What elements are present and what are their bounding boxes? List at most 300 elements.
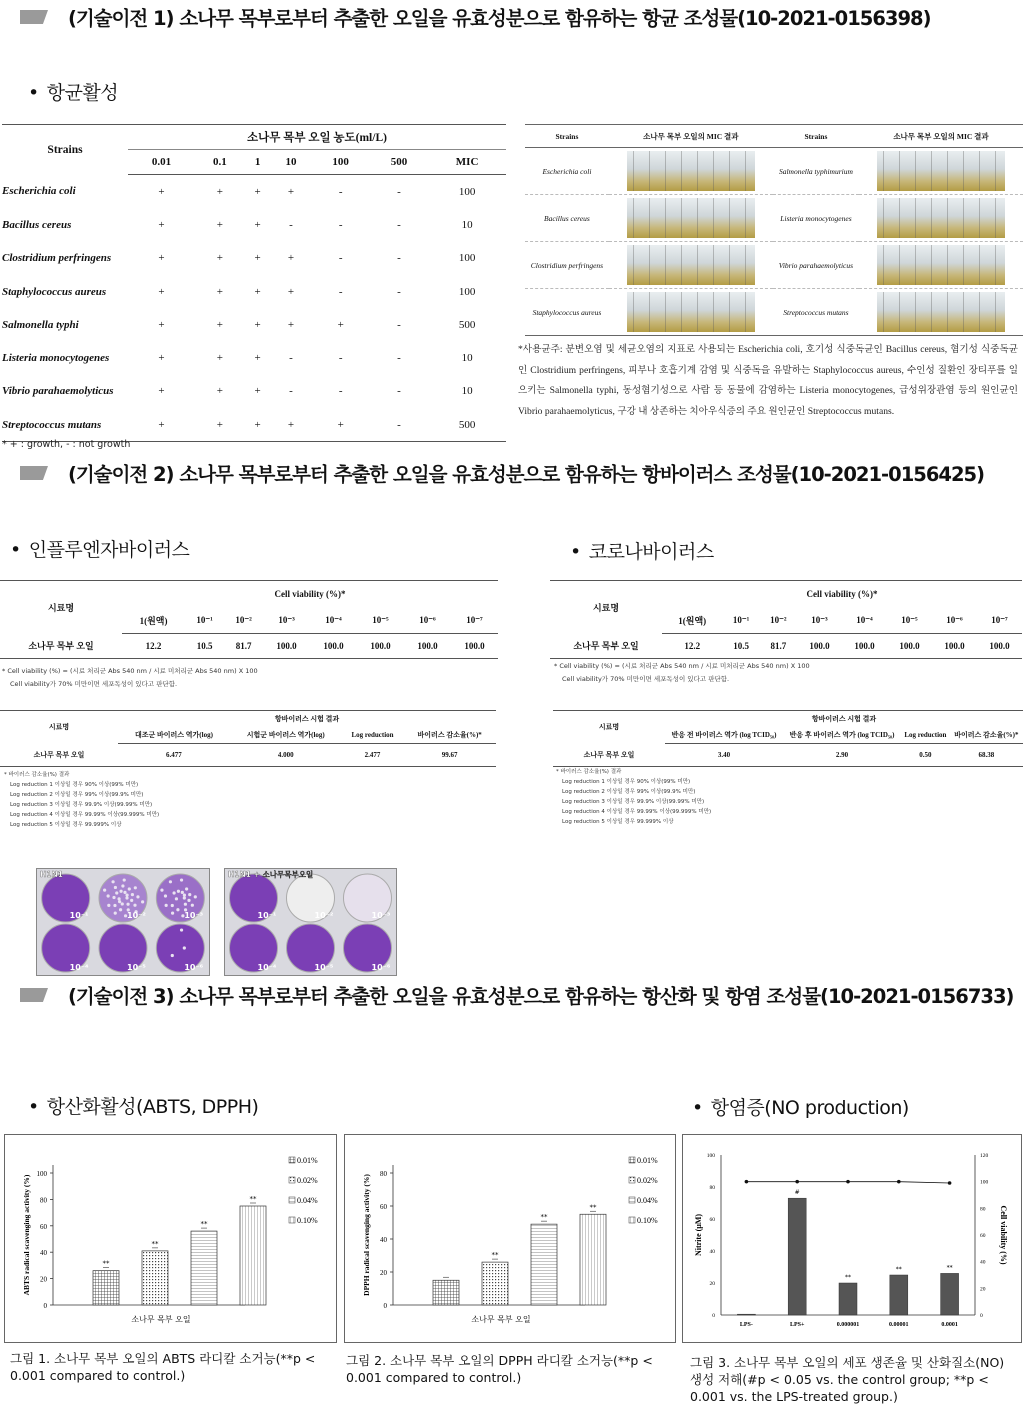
legend-label: 0.10%: [297, 1216, 318, 1225]
reduction-note: Log reduction 4 이상일 경우 99.99% 이상(99.999% 미만): [10, 812, 160, 818]
antiviral-col: 시험군 바이러스 역가(log): [230, 727, 342, 744]
growth-cell: -: [397, 218, 401, 231]
y-tick-label: 40: [40, 1249, 47, 1258]
dilution-col: 10⁻⁷: [451, 607, 498, 634]
growth-cell: -: [370, 408, 428, 442]
legend-swatch: [629, 1217, 635, 1223]
antiviral-value: 99.67: [403, 744, 496, 767]
legend-swatch: [289, 1217, 295, 1223]
sample-name: 소나무 목부 오일: [553, 744, 665, 767]
mic-header-result-2: 소나무 목부 오일의 MIC 결과: [859, 125, 1023, 148]
bar-0.02%: [142, 1251, 168, 1305]
plaque: [121, 902, 124, 905]
table-row: [2, 341, 506, 374]
influenza-reduction-notes: [4, 770, 159, 830]
table-row: [525, 148, 1023, 195]
bar-0.01%: [93, 1271, 119, 1305]
plaque: [112, 896, 115, 899]
growth-cell: 100: [458, 185, 476, 198]
dilution-label: 10⁻²: [314, 911, 334, 920]
mic-strain: Streptococcus mutans: [773, 289, 859, 336]
strain-name: Escherichia coli: [2, 185, 76, 198]
plaque: [188, 893, 191, 896]
dilution-label: 10⁻⁴: [257, 963, 277, 972]
growth-cell: -: [289, 352, 293, 365]
growth-cell: -: [397, 185, 401, 198]
significance-mark: **: [540, 1213, 548, 1222]
bullet-antioxidant: • 항산화활성(ABTS, DPPH): [28, 1092, 258, 1119]
reduction-note: Log reduction 2 이상일 경우 99% 이상(99.9% 미만): [562, 789, 696, 795]
antiviral-value: 68.38: [950, 744, 1023, 767]
growth-cell: +: [158, 218, 165, 231]
mic-header-result-1: 소나무 목부 오일의 MIC 결과: [609, 125, 773, 148]
legend-label: 0.02%: [297, 1176, 318, 1185]
growth-cell: 10: [461, 352, 473, 365]
sample-name: 소나무 목부 오일: [0, 744, 118, 767]
caption-1: 그림 1. 소나무 목부 오일의 ABTS 라디칼 소거능(**p < 0.001 compared to control.): [10, 1351, 316, 1383]
dilution-label: 10⁻⁶: [184, 963, 204, 972]
plaque: [131, 893, 134, 896]
nitrite-bar: [839, 1283, 857, 1315]
plaque: [191, 904, 194, 907]
test-tube-photo: [877, 292, 1005, 332]
table-row: [2, 275, 506, 308]
conc-col-4: 100: [312, 150, 370, 175]
growth-cell: +: [216, 318, 223, 331]
growth-cell: -: [397, 285, 401, 298]
table-row: [2, 208, 506, 241]
dilution-label: 10⁻³: [184, 911, 204, 920]
plaque: [119, 890, 122, 893]
section-3-title: (기술이전 3) 소나무 목부로부터 추출한 오일을 유효성분으로 함유하는 항산화 및 항염 조성물(10-2021-0156733): [68, 985, 1014, 1008]
y-tick-label: 100: [36, 1170, 47, 1178]
corona-viability-table: [550, 580, 1022, 659]
sample-header: 시료명: [550, 581, 662, 634]
section-marker-icon: [20, 466, 48, 480]
significance-mark: **: [946, 1264, 953, 1272]
y-tick-label: 20: [380, 1269, 387, 1277]
dilution-label: 10⁻⁵: [314, 963, 334, 972]
sample-header: 시료명: [553, 711, 665, 744]
growth-cell: +: [158, 318, 165, 331]
significance-mark: **: [491, 1251, 499, 1260]
strain-name: Bacillus cereus: [2, 218, 72, 231]
plate-label: H1N1 + 소나무목부오일: [228, 870, 314, 879]
growth-note: * + : growth, - : not growth: [2, 439, 131, 450]
sample-header: 시료명: [0, 581, 122, 634]
viability-value: 81.7: [760, 634, 797, 659]
viability-value: 100.0: [797, 634, 842, 659]
influenza-cv-note-1: * Cell viability (%) = (시료 처리군 Abs 540 nm / 시료 미처리군 Abs 540 nm) X 100: [2, 667, 258, 675]
antiviral-value: 3.40: [665, 744, 783, 767]
conc-col-0: 0.01: [128, 150, 195, 175]
dilution-col: 1(원액): [122, 607, 185, 634]
x-axis-label: 소나무 목부 오일: [131, 1315, 191, 1324]
dilution-col: 10⁻⁵: [887, 607, 932, 634]
sample-name: 소나무 목부 오일: [550, 634, 662, 659]
viability-value: 100.0: [842, 634, 887, 659]
growth-cell: -: [338, 252, 343, 265]
table-row: [2, 308, 506, 341]
plaque: [183, 946, 186, 949]
plaque: [169, 880, 172, 883]
legend-label: 0.04%: [297, 1196, 318, 1205]
antiviral-col: Log reduction: [901, 727, 950, 744]
antiviral-col: 반응 전 바이러스 역가 (log TCID₅₀): [665, 727, 783, 744]
strain-name: Clostridium perfringens: [2, 252, 112, 265]
growth-cell: +: [216, 218, 223, 231]
growth-cell: +: [254, 285, 261, 298]
y-axis-label: Nitrite (μM): [694, 1213, 703, 1257]
mic-photo-cell: [609, 242, 773, 289]
no-chart: [682, 1134, 1022, 1343]
bar-0.04%: [191, 1231, 217, 1305]
viability-value: 100.0: [357, 634, 404, 659]
plaque: [128, 887, 131, 890]
growth-cell: +: [287, 185, 295, 198]
dilution-label: 10⁻⁴: [69, 963, 89, 972]
plaque: [121, 884, 124, 887]
dilution-col: 10⁻³: [797, 607, 842, 634]
plate-h1n1: [36, 868, 210, 976]
growth-cell: +: [216, 385, 223, 398]
plaque: [176, 908, 179, 911]
sample-header: 시료명: [0, 711, 118, 744]
growth-cell: +: [254, 218, 261, 231]
x-tick-label: LPS-: [739, 1322, 753, 1328]
legend-swatch: [289, 1177, 295, 1183]
plaque: [180, 928, 183, 931]
growth-cell: +: [287, 252, 295, 265]
legend-swatch: [289, 1157, 295, 1163]
plaque: [123, 891, 126, 894]
bar-0.10%: [580, 1214, 606, 1305]
group-header: 항바이러스 시험 결과: [118, 711, 496, 728]
strains-header: Strains: [2, 125, 128, 175]
growth-cell: 10: [461, 218, 473, 231]
mic-strain: Escherichia coli: [525, 148, 609, 195]
plaque: [184, 903, 187, 906]
x-tick-label: LPS+: [789, 1322, 805, 1328]
plaque: [171, 904, 174, 907]
viability-value: 100.0: [404, 634, 451, 659]
nitrite-bar: [890, 1275, 908, 1315]
mic-photo-cell: [609, 289, 773, 336]
plaque: [175, 897, 178, 900]
bullet-corona: • 코로나바이러스: [570, 537, 714, 564]
legend-swatch: [629, 1157, 635, 1163]
growth-cell: -: [397, 318, 401, 331]
significance-mark: **: [151, 1239, 159, 1248]
conc-col-3: 10: [271, 150, 312, 175]
dilution-label: 10⁻³: [371, 911, 391, 920]
conc-col-5: 500: [370, 150, 428, 175]
dilution-label: 10⁻¹: [257, 911, 277, 920]
antiviral-value: 2.477: [342, 744, 404, 767]
corona-cv-note-1: * Cell viability (%) = (시료 처리군 Abs 540 nm / 시료 미처리군 Abs 540 nm) X 100: [554, 662, 810, 670]
significance-mark: #: [794, 1189, 800, 1197]
corona-antiviral-table: [553, 710, 1023, 767]
y-tick-label: 80: [709, 1185, 715, 1191]
mic-photo-cell: [609, 148, 773, 195]
significance-mark: **: [589, 1203, 597, 1212]
bar-0.02%: [482, 1262, 508, 1305]
legend-swatch: [289, 1197, 295, 1203]
growth-cell: +: [128, 408, 195, 442]
test-tube-photo: [627, 198, 755, 238]
mic-photo-cell: [859, 195, 1023, 242]
plaque: [164, 894, 167, 897]
conc-col-6: MIC: [428, 150, 506, 175]
plaque: [113, 904, 116, 907]
dilution-col: 10⁻⁴: [310, 607, 357, 634]
growth-cell: 100: [458, 285, 476, 298]
reduction-note: Log reduction 5 이상일 경우 99.999% 이상: [562, 819, 674, 825]
growth-cell: +: [158, 352, 165, 365]
antiviral-value: 2.90: [783, 744, 901, 767]
mic-header-strains-2: Strains: [773, 125, 859, 148]
caption-2: 그림 2. 소나무 목부 오일의 DPPH 라디칼 소거능(**p < 0.001 compared to control.): [346, 1353, 653, 1385]
y2-axis-label: Cell viability (%): [999, 1205, 1008, 1265]
strain-name: Listeria monocytogenes: [2, 352, 110, 365]
plaque: [119, 908, 122, 911]
influenza-viability-table: [0, 580, 498, 659]
legend-label: 0.01%: [297, 1156, 318, 1165]
influenza-antiviral-table: [0, 710, 496, 767]
y2-tick-label: 100: [980, 1179, 989, 1186]
table-row: [525, 195, 1023, 242]
plaque: [115, 891, 118, 894]
plaque: [107, 894, 110, 897]
reduction-note: Log reduction 3 이상일 경우 99.9% 이상(99.99% 미만): [562, 799, 705, 805]
section-3-header: [20, 978, 1013, 1012]
plaque: [133, 904, 136, 907]
viability-value: 100.0: [887, 634, 932, 659]
group-header: 항바이러스 시험 결과: [665, 711, 1023, 728]
plaque: [136, 895, 139, 898]
antiviral-col: 반응 후 바이러스 역가 (log TCID₅₀): [783, 727, 901, 744]
y-tick-label: 0: [43, 1302, 47, 1310]
dilution-label: 10⁻⁶: [371, 963, 391, 972]
mic-strain: Clostridium perfringens: [525, 242, 609, 289]
y-tick-label: 0: [712, 1313, 715, 1319]
mic-image-table: [525, 124, 1023, 336]
no-chart-svg: [683, 1135, 1021, 1342]
viability-value: 100.0: [932, 634, 977, 659]
plaque: [130, 899, 133, 902]
significance-mark: **: [249, 1195, 257, 1203]
dilution-col: 10⁻²: [224, 607, 263, 634]
y-tick-label: 20: [40, 1275, 47, 1284]
antiviral-col: 바이러스 감소율(%)*: [950, 727, 1023, 744]
section-1-title: (기술이전 1) 소나무 목부로부터 추출한 오일을 유효성분으로 함유하는 항균 조성물(10-2021-0156398): [68, 7, 931, 30]
y2-tick-label: 80: [980, 1206, 986, 1213]
plaque: [141, 900, 144, 903]
growth-cell: 100: [458, 252, 476, 265]
dilution-label: 10⁻⁵: [127, 963, 146, 972]
legend-label: 0.02%: [637, 1176, 658, 1185]
mic-header-strains-1: Strains: [525, 125, 609, 148]
plaque: [177, 890, 180, 893]
growth-cell: +: [216, 252, 223, 265]
plaque: [165, 904, 168, 907]
table-row: [525, 289, 1023, 336]
viability-value: 100.0: [263, 634, 310, 659]
legend-swatch: [629, 1177, 635, 1183]
growth-cell: +: [254, 185, 261, 198]
cv-header: Cell viability (%)*: [662, 581, 1022, 608]
legend-label: 0.04%: [637, 1196, 658, 1205]
x-tick-label: 0.000001: [836, 1322, 860, 1328]
growth-cell: 500: [428, 408, 506, 442]
mic-photo-cell: [609, 195, 773, 242]
growth-cell: +: [158, 385, 165, 398]
plaque: [180, 878, 183, 881]
growth-cell: 10: [461, 385, 473, 398]
plaque: [171, 912, 174, 915]
dilution-col: 10⁻¹: [722, 607, 759, 634]
section-marker-icon: [20, 988, 48, 1002]
growth-cell: +: [216, 352, 223, 365]
growth-cell: -: [397, 252, 401, 265]
plaque: [117, 897, 120, 900]
growth-cell: +: [216, 185, 223, 198]
test-tube-photo: [627, 292, 755, 332]
growth-cell: +: [254, 252, 261, 265]
strain-name: Vibrio parahaemolyticus: [2, 385, 114, 398]
dilution-col: 10⁻⁷: [977, 607, 1022, 634]
bullet-influenza: • 인플루엔자바이러스: [10, 535, 189, 562]
reduction-note: * 바이러스 감소율(%) 결과: [556, 769, 622, 775]
viability-value: 81.7: [224, 634, 263, 659]
corona-reduction-notes: [556, 767, 711, 827]
antiviral-col: 바이러스 감소율(%)*: [403, 727, 496, 744]
viability-value: 100.0: [977, 634, 1022, 659]
y-tick-label: 40: [709, 1249, 715, 1255]
y-tick-label: 40: [380, 1236, 387, 1244]
y-tick-label: 80: [40, 1196, 47, 1205]
reduction-note: Log reduction 1 이상일 경우 90% 이상(99% 미만): [10, 782, 139, 788]
y-tick-label: 100: [706, 1153, 715, 1159]
viability-value: 100.0: [451, 634, 498, 659]
test-tube-photo: [877, 245, 1005, 285]
table-row: [2, 175, 506, 209]
influenza-cv-note-2: Cell viability가 70% 미만이면 세포독성이 있다고 판단함.: [10, 680, 178, 688]
legend-label: 0.01%: [637, 1156, 658, 1165]
antiviral-col: 대조군 바이러스 역가(log): [118, 727, 230, 744]
plaque: [172, 891, 175, 894]
legend-swatch: [629, 1197, 635, 1203]
y-tick-label: 60: [709, 1217, 715, 1223]
dilution-col: 10⁻⁶: [404, 607, 451, 634]
plaque: [183, 896, 186, 899]
dilution-col: 10⁻¹: [185, 607, 224, 634]
growth-cell: -: [338, 352, 343, 365]
test-tube-photo: [627, 151, 755, 191]
abts-chart: [4, 1134, 337, 1343]
strain-name: Streptococcus mutans: [2, 408, 128, 442]
y-tick-label: 80: [380, 1170, 387, 1178]
x-axis-label: 소나무 목부 오일: [471, 1315, 531, 1324]
mic-strain: Vibrio parahaemolyticus: [773, 242, 859, 289]
x-tick-label: 0.00001: [889, 1322, 909, 1328]
y2-tick-label: 120: [980, 1153, 989, 1159]
test-tube-photo: [627, 245, 755, 285]
reduction-note: Log reduction 2 이상일 경우 99% 이상(99.9% 미만): [10, 792, 144, 798]
plate-label: H1N1: [40, 870, 63, 879]
growth-cell: +: [287, 318, 295, 331]
plaque: [126, 903, 129, 906]
growth-cell: +: [254, 385, 261, 398]
growth-cell: +: [254, 352, 261, 365]
plaque: [160, 889, 163, 892]
plaque: [114, 912, 117, 915]
y-tick-label: 20: [709, 1281, 715, 1287]
dilution-col: 10⁻⁴: [842, 607, 887, 634]
growth-cell: -: [338, 285, 343, 298]
abts-chart-svg: [5, 1135, 336, 1342]
growth-cell: +: [271, 408, 312, 442]
table-row: [2, 408, 506, 442]
table-row: [2, 242, 506, 275]
bar-0.04%: [531, 1224, 557, 1305]
dilution-col: 1(원액): [662, 607, 722, 634]
growth-cell: +: [216, 285, 223, 298]
strain-name: Salmonella typhi: [2, 318, 79, 331]
nitrite-bar: [941, 1273, 959, 1315]
dilution-col: 10⁻⁶: [932, 607, 977, 634]
growth-cell: -: [338, 185, 343, 198]
bar-0.10%: [240, 1206, 266, 1305]
growth-cell: -: [338, 218, 343, 231]
growth-cell: 500: [458, 318, 476, 331]
test-tube-photo: [877, 151, 1005, 191]
viability-value: 12.2: [662, 634, 722, 659]
dilution-col: 10⁻²: [760, 607, 797, 634]
growth-cell: -: [289, 218, 293, 231]
y2-tick-label: 0: [980, 1313, 983, 1319]
growth-cell: -: [397, 352, 401, 365]
mic-photo-cell: [859, 289, 1023, 336]
plaque: [103, 889, 106, 892]
bullet-antiinflammatory: • 항염증(NO production): [692, 1093, 909, 1120]
dilution-label: 10⁻¹: [69, 911, 89, 920]
growth-cell: +: [312, 408, 370, 442]
antiviral-value: 4.000: [230, 744, 342, 767]
plaque: [183, 894, 186, 897]
growth-cell: +: [287, 285, 295, 298]
dpph-chart: [344, 1134, 676, 1343]
viability-value: 10.5: [722, 634, 759, 659]
viability-value: 100.0: [310, 634, 357, 659]
bullet-antibacterial: • 항균활성: [28, 78, 118, 105]
plate-h1n1-oil-image: [225, 869, 396, 975]
reduction-note: Log reduction 1 이상일 경우 90% 이상(99% 미만): [562, 779, 691, 785]
mic-strain: Bacillus cereus: [525, 195, 609, 242]
sample-name: 소나무 목부 오일: [0, 634, 122, 659]
plaque: [181, 891, 184, 894]
strain-note: *사용균주: 분변오염 및 세균오염의 지표로 사용되는 Escherichia coli, 호기성 식중독균인 Bacillus cereus, 혐기성 식중독균인 Clostridium perfringens, 피부나 호흡기계 감염 및 식중독을 유발하는 Staphylococcus aureus, 수인성 질환인 장티푸를 일으키는 Salmonella typhi, 동성혐기성으로 사람 등 동물에 감염하는 Listeria monocytogenes, 급성위장관염 등의 원인균인 Vibrio parahaemolyticus, 구강 내 상존하는 치아우식증의 주요 원인균인 Streptococcus mutans.: [518, 344, 1018, 418]
reduction-note: * 바이러스 감소율(%) 결과: [4, 772, 70, 778]
dpph-chart-svg: [345, 1135, 675, 1342]
significance-mark: **: [895, 1266, 902, 1273]
conc-col-2: 1: [245, 150, 271, 175]
mic-photo-cell: [859, 148, 1023, 195]
plaque: [185, 887, 188, 890]
growth-cell: +: [158, 185, 165, 198]
mic-strain: Salmonella typhimurium: [773, 148, 859, 195]
reduction-note: Log reduction 5 이상일 경우 99.999% 이상: [10, 822, 122, 828]
